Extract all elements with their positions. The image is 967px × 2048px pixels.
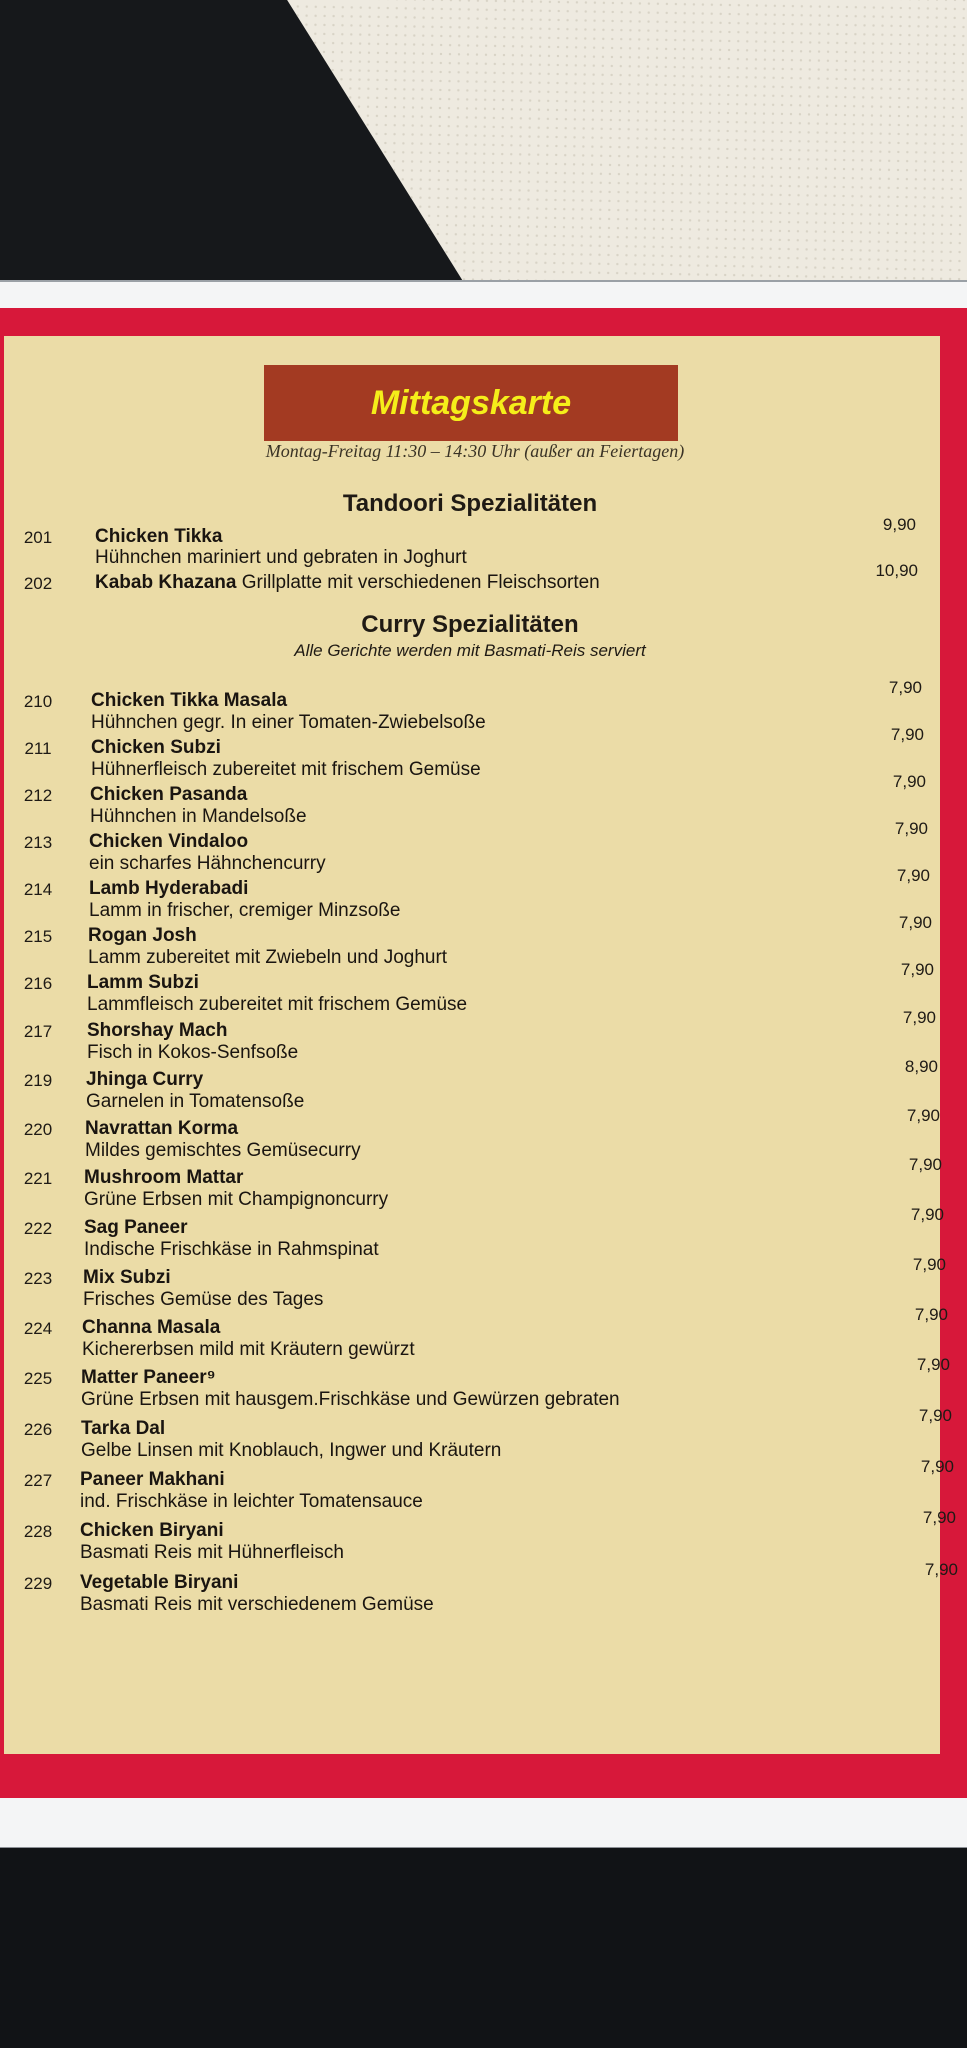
item-price: 7,90 <box>910 1205 944 1224</box>
item-name: Vegetable Biryani <box>80 1572 239 1593</box>
item-description: Fisch in Kokos-Senfsoße <box>87 1042 299 1063</box>
item-number: 226 <box>23 1420 53 1439</box>
menu-item <box>0 1560 967 1620</box>
item-description: Hühnerfleisch zubereitet mit frischem Gemüse <box>91 759 481 780</box>
item-description: Kichererbsen mild mit Kräutern gewürzt <box>82 1339 415 1360</box>
item-price: 7,90 <box>922 1508 956 1527</box>
item-description: Grüne Erbsen mit Champignoncurry <box>84 1189 389 1210</box>
item-price: 7,90 <box>924 1560 958 1579</box>
item-description: Frisches Gemüse des Tages <box>83 1289 324 1310</box>
item-number: 216 <box>23 974 53 993</box>
item-price: 8,90 <box>904 1057 938 1076</box>
menu-item <box>0 1106 967 1166</box>
table-surface <box>0 1848 967 2048</box>
item-description: ind. Frischkäse in leichter Tomatensauce <box>80 1491 423 1512</box>
menu-title-box <box>264 365 678 441</box>
menu-item <box>0 913 967 973</box>
item-number: 224 <box>23 1319 53 1338</box>
item-description: Hühnchen mariniert und gebraten in Joghurt <box>95 547 467 568</box>
curry-heading: Curry Spezialitäten <box>361 611 579 638</box>
item-name: Matter Paneer⁹ <box>81 1367 216 1388</box>
item-price: 7,90 <box>898 913 932 932</box>
item-price: 7,90 <box>896 866 930 885</box>
napkin-background <box>279 0 967 296</box>
item-price: 7,90 <box>892 772 926 791</box>
item-description: Lamm in frischer, cremiger Minzsoße <box>89 900 401 921</box>
item-number: 201 <box>23 528 53 547</box>
menu-item <box>0 1008 967 1068</box>
tandoori-heading: Tandoori Spezialitäten <box>342 490 598 517</box>
item-number: 228 <box>23 1522 53 1541</box>
item-number: 225 <box>23 1369 53 1388</box>
item-name: Kabab Khazana <box>95 572 237 593</box>
item-number: 214 <box>23 880 53 899</box>
item-price: 9,90 <box>882 515 916 534</box>
item-name: Navrattan Korma <box>85 1118 239 1139</box>
item-name: Sag Paneer <box>84 1217 188 1238</box>
item-name-with-description <box>95 572 600 594</box>
menu-item <box>0 1057 967 1117</box>
curry-note: Alle Gerichte werden mit Basmati-Reis serviert <box>294 641 646 660</box>
item-name: Chicken Vindaloo <box>89 831 249 852</box>
item-name: Mushroom Mattar <box>84 1167 244 1188</box>
item-name: Paneer Makhani <box>80 1469 225 1490</box>
item-number: 222 <box>23 1219 53 1238</box>
lunch-hours: Montag-Freitag 11:30 – 14:30 Uhr (außer an Feiertagen) <box>265 441 685 461</box>
item-name: Chicken Subzi <box>91 737 221 758</box>
menu-item <box>0 1406 967 1466</box>
item-price: 7,90 <box>920 1457 954 1476</box>
menu-item <box>0 1255 967 1315</box>
item-number: 229 <box>23 1574 53 1593</box>
item-description: Mildes gemischtes Gemüsecurry <box>85 1140 361 1161</box>
item-name: Mix Subzi <box>83 1267 171 1288</box>
item-description: Hühnchen in Mandelsoße <box>90 806 307 827</box>
item-description: Gelbe Linsen mit Knoblauch, Ingwer und Kräutern <box>81 1440 502 1461</box>
menu-item <box>0 866 967 926</box>
item-name: Lamb Hyderabadi <box>89 878 249 899</box>
item-number: 213 <box>23 833 53 852</box>
menu-item <box>0 1155 967 1215</box>
item-description: Indische Frischkäse in Rahmspinat <box>84 1239 379 1260</box>
item-price: 7,90 <box>912 1255 946 1274</box>
menu-item <box>0 819 967 879</box>
item-price: 7,90 <box>916 1355 950 1374</box>
menu-item <box>0 1355 967 1415</box>
menu-item <box>0 725 967 785</box>
item-name: Chicken Tikka <box>95 526 223 547</box>
item-price: 7,90 <box>900 960 934 979</box>
item-description: Grillplatte mit verschiedenen Fleischsorten <box>241 572 600 593</box>
item-price: 7,90 <box>888 678 922 697</box>
menu-item <box>0 1508 967 1568</box>
item-name: Tarka Dal <box>81 1418 166 1439</box>
item-description: Grüne Erbsen mit hausgem.Frischkäse und Gewürzen gebraten <box>81 1389 620 1410</box>
item-price: 7,90 <box>906 1106 940 1125</box>
item-price: 7,90 <box>902 1008 936 1027</box>
item-price: 7,90 <box>908 1155 942 1174</box>
item-price: 7,90 <box>914 1305 948 1324</box>
item-name: Rogan Josh <box>88 925 197 946</box>
menu-title: Mittagskarte <box>370 383 572 422</box>
menu-item <box>0 1457 967 1517</box>
item-number: 217 <box>23 1022 53 1041</box>
item-number: 202 <box>23 574 53 593</box>
item-description: Basmati Reis mit verschiedenem Gemüse <box>80 1594 434 1615</box>
item-name: Chicken Biryani <box>80 1520 224 1541</box>
item-number: 227 <box>23 1471 53 1490</box>
item-price: 7,90 <box>894 819 928 838</box>
item-name: Jhinga Curry <box>86 1069 204 1090</box>
item-price: 7,90 <box>890 725 924 744</box>
item-description: ein scharfes Hähnchencurry <box>89 853 326 874</box>
item-name: Chicken Tikka Masala <box>91 690 288 711</box>
item-number: 219 <box>23 1071 53 1090</box>
item-name: Lamm Subzi <box>87 972 199 993</box>
item-description: Lamm zubereitet mit Zwiebeln und Joghurt <box>88 947 448 968</box>
item-number: 210 <box>23 692 53 711</box>
menu-item <box>0 678 967 738</box>
item-number: 220 <box>23 1120 53 1139</box>
item-description: Garnelen in Tomatensoße <box>86 1091 305 1112</box>
menu-item <box>0 960 967 1020</box>
item-number: 221 <box>23 1169 53 1188</box>
item-price: 7,90 <box>918 1406 952 1425</box>
item-number: 212 <box>23 786 53 805</box>
item-price: 10,90 <box>875 561 918 580</box>
item-description: Lammfleisch zubereitet mit frischem Gemüse <box>87 994 468 1015</box>
item-number: 211 <box>24 739 52 758</box>
item-number: 223 <box>23 1269 53 1288</box>
menu-item <box>0 515 967 574</box>
item-name: Chicken Pasanda <box>90 784 248 805</box>
item-number: 215 <box>23 927 53 946</box>
item-name: Shorshay Mach <box>87 1020 228 1041</box>
item-description: Hühnchen gegr. In einer Tomaten-Zwiebelsoße <box>91 712 486 733</box>
item-description: Basmati Reis mit Hühnerfleisch <box>80 1542 344 1563</box>
menu-item <box>0 1205 967 1265</box>
menu-item <box>0 772 967 832</box>
menu-item <box>0 1305 967 1365</box>
item-name: Channa Masala <box>82 1317 221 1338</box>
